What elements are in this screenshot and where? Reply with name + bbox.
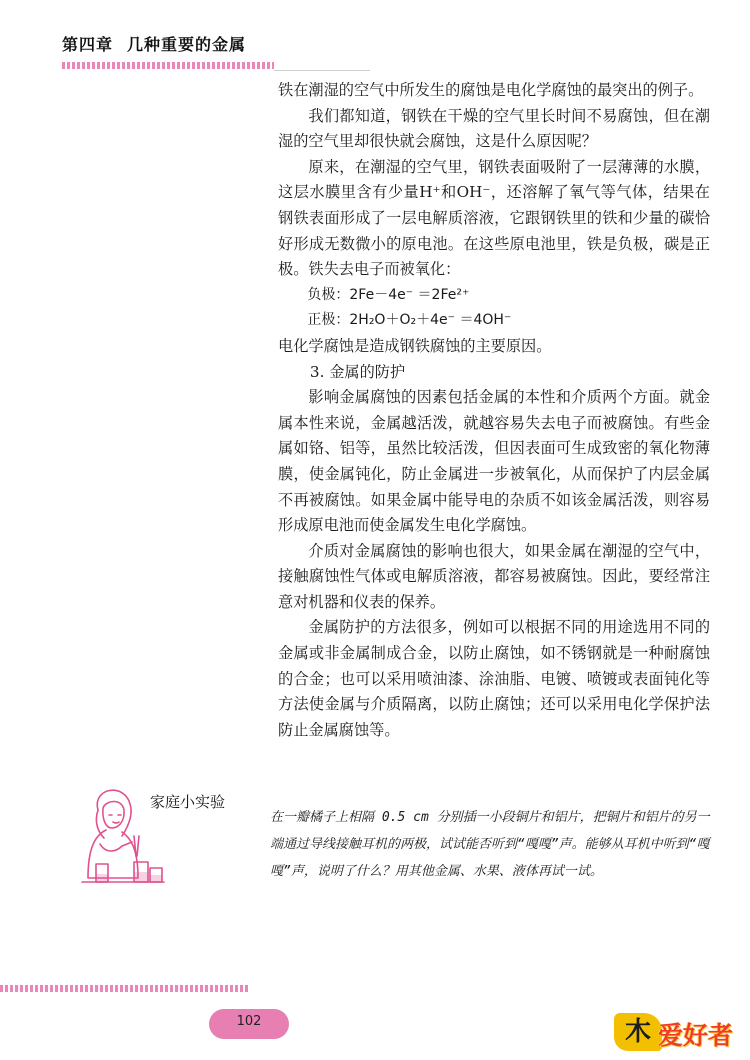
footer-dotted-rule [0,985,250,992]
activity-label: 家庭小实验 [150,793,226,811]
activity-text: 在一瓣橘子上相隔 0.5 cm 分别插一小段铜片和铝片，把铜片和铝片的另一端通过导线接触耳机的两极，试试能否听到“嘎嘎”声。能够从耳机中听到“嘎嘎”声，说明了什么？用其他金属、水果、液体再试一试。 [270,810,710,879]
header-dotted-rule [62,62,274,69]
chapter-header [62,32,246,55]
header-thin-rule [274,70,370,71]
main-body-text [278,78,710,743]
paragraph-4: 电化学腐蚀是造成钢铁腐蚀的主要原因。 [278,336,552,355]
paragraph-5: 影响金属腐蚀的因素包括金属的本性和介质两个方面。就金属本性来说，金属越活泼，就越容易失去电子而被腐蚀。有些金属如铬、铝等，虽然比较活泼，但因表面可生成致密的氧化物薄膜，使金属钝化，防止金属进一步被氧化，从而保护了内层金属不再被腐蚀。如果金属中能导电的杂质不如该金属活泼，则容易形成原电池而使金属发生电化学腐蚀。 [278,388,710,535]
watermark-mark: 木 [614,1013,662,1051]
negative-electrode-formula: 负极：2Fe－4e⁻ ＝2Fe²⁺ [307,286,470,303]
paragraph-6: 介质对金属腐蚀的影响也很大，如果金属在潮湿的空气中，接触腐蚀性气体或电解质溶液，都容易被腐蚀。因此，要经常注意对机器和仪表的保养。 [278,541,710,611]
paragraph-2: 我们都知道，钢铁在干燥的空气里长时间不易腐蚀，但在潮湿的空气里却很快就会腐蚀，这是什么原因呢？ [278,106,710,151]
paragraph-3: 原来，在潮湿的空气里，钢铁表面吸附了一层薄薄的水膜，这层水膜里含有少量H⁺和OH⁻，还溶解了氧气等气体，结果在钢铁表面形成了一层电解质溶液，它跟钢铁里的铁和少量的碳恰好形成无数微小的原电池。在这些原电池里，铁是负极，碳是正极。铁失去电子而被氧化： [278,157,710,279]
chapter-number: 第四章 [62,35,114,54]
section-heading: 3. 金属的防护 [309,362,406,381]
paragraph-7: 金属防护的方法很多，例如可以根据不同的用途选用不同的金属或非金属制成合金，以防止腐蚀，如不锈钢就是一种耐腐蚀的合金；也可以采用喷油漆、涂油脂、电镀、喷镀或表面钝化等方法使金属与介质隔离，以防止腐蚀；还可以采用电化学保护法防止金属腐蚀等。 [278,618,710,739]
paragraph-1: 铁在潮湿的空气中所发生的腐蚀是电化学腐蚀的最突出的例子。 [278,81,704,99]
chapter-title: 几种重要的金属 [127,35,247,54]
page-number: 102 [236,1014,262,1029]
watermark-word: 爱好者 [658,1021,734,1050]
positive-electrode-formula: 正极：2H₂O＋O₂＋4e⁻ ＝4OH⁻ [307,312,512,329]
watermark-logo [614,1013,750,1053]
